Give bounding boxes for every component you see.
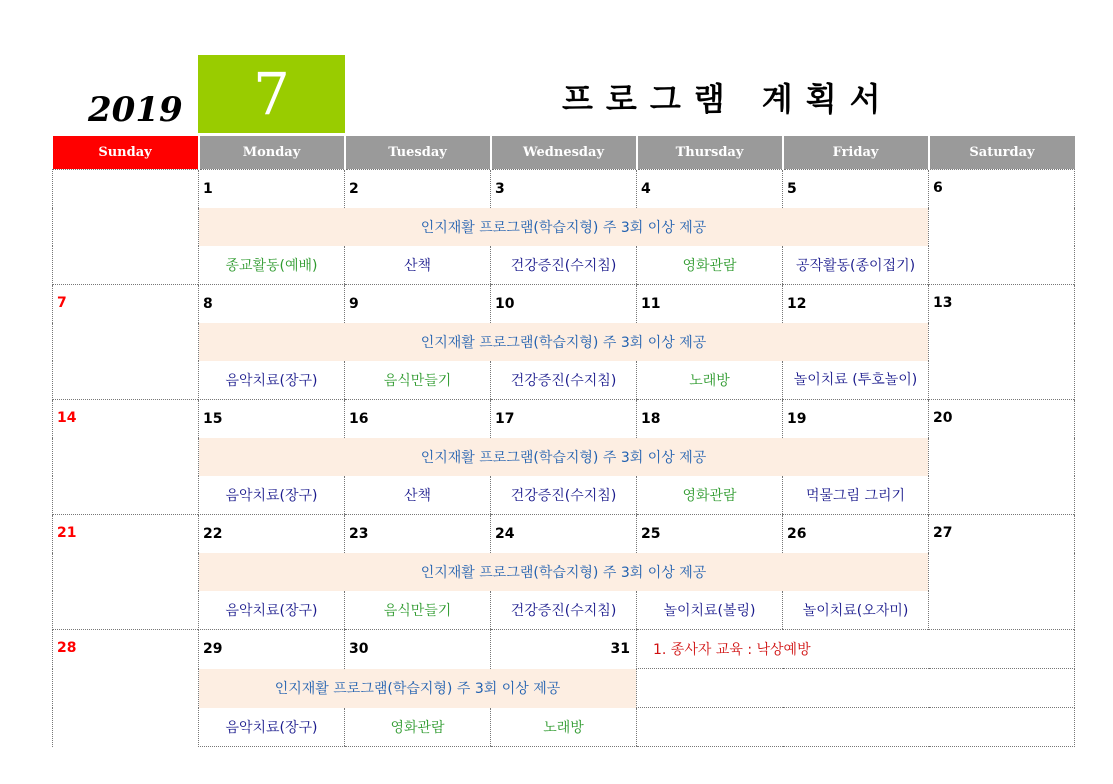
activity-cell: 건강증진(수지침) xyxy=(491,476,637,515)
week-2-activity-row xyxy=(53,361,1075,400)
date-cell: 31 xyxy=(491,630,637,669)
activity-cell: 음악치료(장구) xyxy=(199,361,345,400)
activity-cell: 산책 xyxy=(345,476,491,515)
date-cell-saturday: 20 xyxy=(929,400,1075,515)
program-band: 인지재활 프로그램(학습지형) 주 3회 이상 제공 xyxy=(199,323,929,361)
date-cell-sunday xyxy=(53,170,199,285)
date-cell: 12 xyxy=(783,285,929,324)
activity-cell: 종교활동(예배) xyxy=(199,246,345,285)
week-4-activity-row xyxy=(53,591,1075,630)
activity-cell: 먹물그림 그리기 xyxy=(783,476,929,515)
date-cell: 10 xyxy=(491,285,637,324)
date-cell: 15 xyxy=(199,400,345,439)
date-cell-sunday: 21 xyxy=(53,515,199,630)
date-cell-saturday: 6 xyxy=(929,170,1075,285)
activity-cell: 건강증진(수지침) xyxy=(491,591,637,630)
day-header-thursday: Thursday xyxy=(637,136,783,170)
date-cell: 3 xyxy=(491,170,637,209)
date-cell: 23 xyxy=(345,515,491,554)
date-cell: 29 xyxy=(199,630,345,669)
date-cell: 17 xyxy=(491,400,637,439)
activity-cell: 노래방 xyxy=(491,708,637,747)
activity-cell: 영화관람 xyxy=(637,476,783,515)
date-cell-sunday: 14 xyxy=(53,400,199,515)
date-cell-sunday: 28 xyxy=(53,630,199,747)
date-cell: 16 xyxy=(345,400,491,439)
activity-cell: 산책 xyxy=(345,246,491,285)
week-5-date-row xyxy=(53,630,1075,669)
date-cell: 5 xyxy=(783,170,929,209)
day-header-sunday: Sunday xyxy=(53,136,199,170)
activity-cell: 놀이치료(오자미) xyxy=(783,591,929,630)
day-header-tuesday: Tuesday xyxy=(345,136,491,170)
week-3-activity-row xyxy=(53,476,1075,515)
date-cell: 24 xyxy=(491,515,637,554)
year-label: 2019 xyxy=(88,90,183,130)
date-cell: 26 xyxy=(783,515,929,554)
date-cell: 18 xyxy=(637,400,783,439)
date-cell: 8 xyxy=(199,285,345,324)
week-4-date-row xyxy=(53,515,1075,554)
empty-note-cell xyxy=(637,669,1075,708)
week-5-band-row xyxy=(53,669,1075,708)
date-cell: 4 xyxy=(637,170,783,209)
date-cell: 2 xyxy=(345,170,491,209)
week-2-band-row xyxy=(53,323,1075,361)
activity-cell: 건강증진(수지침) xyxy=(491,361,637,400)
date-cell-saturday: 27 xyxy=(929,515,1075,630)
date-cell: 9 xyxy=(345,285,491,324)
weekday-header-row xyxy=(53,136,1075,170)
activity-cell: 영화관람 xyxy=(345,708,491,747)
week-4-band-row xyxy=(53,553,1075,591)
week-2-date-row xyxy=(53,285,1075,324)
date-cell: 22 xyxy=(199,515,345,554)
activity-cell: 건강증진(수지침) xyxy=(491,246,637,285)
activity-cell: 음악치료(장구) xyxy=(199,708,345,747)
activity-cell: 영화관람 xyxy=(637,246,783,285)
activity-cell: 음악치료(장구) xyxy=(199,476,345,515)
date-cell: 19 xyxy=(783,400,929,439)
activity-cell: 놀이치료 (투호놀이) xyxy=(783,361,929,400)
week-1-activity-row xyxy=(53,246,1075,285)
week-3-date-row xyxy=(53,400,1075,439)
activity-cell: 노래방 xyxy=(637,361,783,400)
date-cell: 11 xyxy=(637,285,783,324)
activity-cell: 음악치료(장구) xyxy=(199,591,345,630)
month-box: 7 xyxy=(198,55,345,133)
staff-education-note: 1. 종사자 교육 : 낙상예방 xyxy=(637,630,1075,669)
date-cell: 25 xyxy=(637,515,783,554)
date-cell-sunday: 7 xyxy=(53,285,199,400)
activity-cell: 공작활동(종이접기) xyxy=(783,246,929,285)
date-cell: 30 xyxy=(345,630,491,669)
week-1-band-row xyxy=(53,208,1075,246)
activity-cell: 놀이치료(볼링) xyxy=(637,591,783,630)
program-band: 인지재활 프로그램(학습지형) 주 3회 이상 제공 xyxy=(199,669,637,708)
program-band: 인지재활 프로그램(학습지형) 주 3회 이상 제공 xyxy=(199,438,929,476)
empty-note-cell xyxy=(637,708,1075,747)
day-header-monday: Monday xyxy=(199,136,345,170)
day-header-friday: Friday xyxy=(783,136,929,170)
day-header-wednesday: Wednesday xyxy=(491,136,637,170)
activity-cell: 음식만들기 xyxy=(345,591,491,630)
activity-cell: 음식만들기 xyxy=(345,361,491,400)
program-band: 인지재활 프로그램(학습지형) 주 3회 이상 제공 xyxy=(199,208,929,246)
week-3-band-row xyxy=(53,438,1075,476)
calendar-table xyxy=(52,136,1075,747)
week-5-activity-row xyxy=(53,708,1075,747)
program-band: 인지재활 프로그램(학습지형) 주 3회 이상 제공 xyxy=(199,553,929,591)
date-cell-saturday: 13 xyxy=(929,285,1075,400)
week-1-date-row xyxy=(53,170,1075,209)
page-title: 프로그램 계획서 xyxy=(562,80,894,118)
date-cell: 1 xyxy=(199,170,345,209)
day-header-saturday: Saturday xyxy=(929,136,1075,170)
